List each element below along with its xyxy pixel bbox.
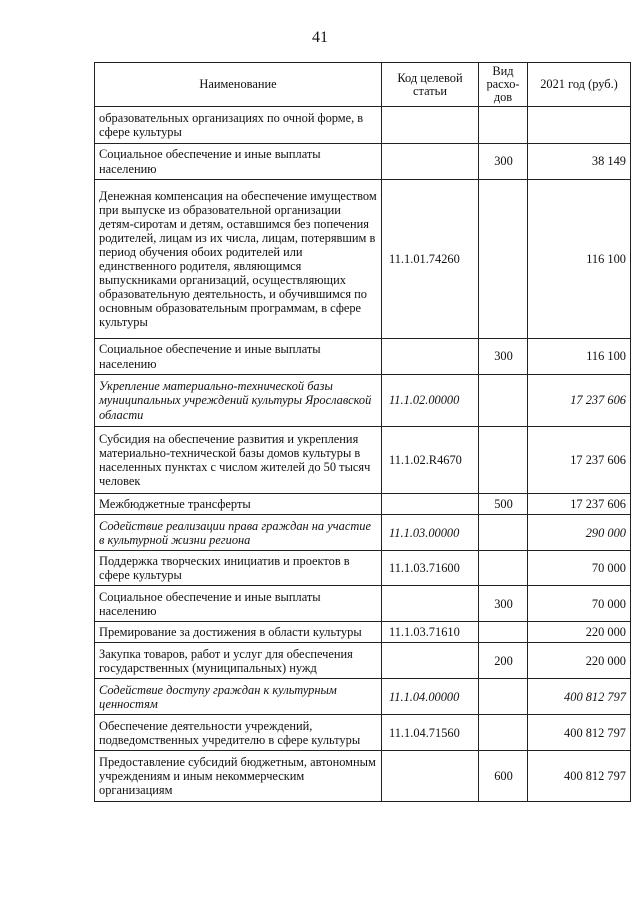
cell-type: 200 [479, 643, 528, 679]
cell-sum: 290 000 [528, 515, 631, 551]
cell-sum: 70 000 [528, 586, 631, 622]
cell-code: 11.1.02.00000 [382, 375, 479, 427]
table-body [95, 107, 631, 802]
table-row [95, 715, 631, 751]
cell-type: 300 [479, 339, 528, 375]
cell-name: Предоставление субсидий бюджетным, автономным учреждениям и иным некоммерческим организациям [95, 751, 382, 802]
cell-name: Денежная компенсация на обеспечение имуществом при выпуске из образовательной организации детям-сиротам и детям, оставшимся без попечения родителей, лицам из их числа, лицам, потерявшим в период обучения обоих родителей или единственного родителя, являющимся выпускниками организаций, осуществляющих образовательную деятельность, и обучившимся по основным образовательным программам, в сфере культуры [95, 180, 382, 339]
table-row [95, 494, 631, 515]
cell-name: образовательных организациях по очной форме, в сфере культуры [95, 107, 382, 144]
cell-sum: 220 000 [528, 622, 631, 643]
cell-name: Обеспечение деятельности учреждений, подведомственных учредителю в сфере культуры [95, 715, 382, 751]
cell-sum: 17 237 606 [528, 375, 631, 427]
cell-type: 500 [479, 494, 528, 515]
cell-type: 600 [479, 751, 528, 802]
header-code: Код целевой статьи [382, 63, 479, 107]
header-sum: 2021 год (руб.) [528, 63, 631, 107]
cell-name: Социальное обеспечение и иные выплаты населению [95, 144, 382, 180]
cell-sum: 17 237 606 [528, 427, 631, 494]
cell-type [479, 622, 528, 643]
table-row [95, 180, 631, 339]
cell-sum: 400 812 797 [528, 715, 631, 751]
cell-type [479, 107, 528, 144]
cell-type [479, 180, 528, 339]
cell-name: Содействие реализации права граждан на участие в культурной жизни региона [95, 515, 382, 551]
header-type: Вид расхо-дов [479, 63, 528, 107]
cell-code: 11.1.03.71610 [382, 622, 479, 643]
cell-name: Содействие доступу граждан к культурным ценностям [95, 679, 382, 715]
cell-type [479, 679, 528, 715]
cell-sum: 400 812 797 [528, 751, 631, 802]
cell-sum: 38 149 [528, 144, 631, 180]
cell-code: 11.1.01.74260 [382, 180, 479, 339]
cell-sum: 400 812 797 [528, 679, 631, 715]
cell-type [479, 715, 528, 751]
cell-code: 11.1.03.00000 [382, 515, 479, 551]
cell-type: 300 [479, 586, 528, 622]
cell-sum: 70 000 [528, 551, 631, 586]
cell-code [382, 494, 479, 515]
table-row [95, 339, 631, 375]
cell-name: Закупка товаров, работ и услуг для обеспечения государственных (муниципальных) нужд [95, 643, 382, 679]
table-row [95, 427, 631, 494]
header-row [95, 63, 631, 107]
table-row [95, 375, 631, 427]
cell-code: 11.1.03.71600 [382, 551, 479, 586]
budget-table [94, 62, 631, 802]
cell-code [382, 339, 479, 375]
cell-name: Премирование за достижения в области культуры [95, 622, 382, 643]
table-row [95, 586, 631, 622]
cell-code: 11.1.04.71560 [382, 715, 479, 751]
table-row [95, 551, 631, 586]
cell-type [479, 427, 528, 494]
cell-code: 11.1.04.00000 [382, 679, 479, 715]
table-header [95, 63, 631, 107]
table-row [95, 107, 631, 144]
page-number: 41 [312, 29, 328, 46]
cell-sum: 220 000 [528, 643, 631, 679]
cell-name: Субсидия на обеспечение развития и укрепления материально-технической базы домов культуры в населенных пунктах с числом жителей до 50 тысяч человек [95, 427, 382, 494]
cell-type [479, 551, 528, 586]
cell-name: Межбюджетные трансферты [95, 494, 382, 515]
cell-code [382, 751, 479, 802]
cell-name: Укрепление материально-технической базы муниципальных учреждений культуры Ярославской области [95, 375, 382, 427]
cell-sum: 17 237 606 [528, 494, 631, 515]
cell-type [479, 515, 528, 551]
table-row [95, 144, 631, 180]
cell-code: 11.1.02.R4670 [382, 427, 479, 494]
cell-name: Поддержка творческих инициатив и проектов в сфере культуры [95, 551, 382, 586]
cell-name: Социальное обеспечение и иные выплаты населению [95, 586, 382, 622]
table-row [95, 643, 631, 679]
cell-code [382, 107, 479, 144]
cell-sum [528, 107, 631, 144]
cell-code [382, 586, 479, 622]
cell-type [479, 375, 528, 427]
table-row [95, 515, 631, 551]
cell-sum: 116 100 [528, 339, 631, 375]
table-row [95, 751, 631, 802]
cell-type: 300 [479, 144, 528, 180]
table-row [95, 679, 631, 715]
cell-sum: 116 100 [528, 180, 631, 339]
cell-code [382, 144, 479, 180]
header-name: Наименование [95, 63, 382, 107]
cell-name: Социальное обеспечение и иные выплаты населению [95, 339, 382, 375]
cell-code [382, 643, 479, 679]
table-row [95, 622, 631, 643]
